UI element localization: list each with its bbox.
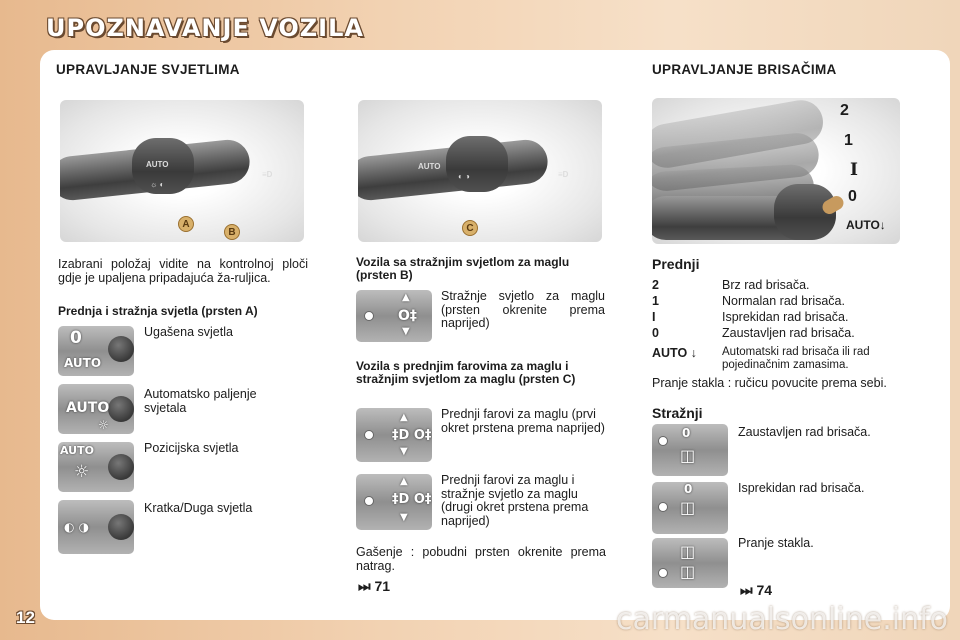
position-lights-glyph: ☼	[98, 418, 109, 432]
ring-mark-auto: AUTO	[418, 162, 441, 171]
stalk-tip	[446, 136, 508, 192]
watermark: carmanualsonline.info	[616, 602, 948, 637]
rear-wiper-off-thumb	[652, 424, 728, 476]
ring-b-item: Stražnje svjetlo za maglu (prsten okrenite prema naprijed)	[441, 289, 605, 330]
marker-dot	[364, 430, 374, 440]
ring-a-heading: Prednja i stražnja svjetla (prsten A)	[58, 304, 258, 318]
front-fog-thumb	[356, 408, 432, 462]
rear-wiper-wash-thumb	[652, 538, 728, 588]
lights-section-title: UPRAVLJANJE SVJETLIMA	[56, 62, 240, 77]
rear-item-0: Zaustavljen rad brisača.	[738, 425, 871, 439]
ring-knob	[108, 396, 134, 422]
page-number: 12	[16, 608, 35, 627]
rear-wiper-heading: Stražnji	[652, 405, 703, 421]
wiper-pos-0: 0	[848, 188, 857, 205]
rear-fog-thumb	[356, 290, 432, 342]
badge-c: C	[462, 220, 478, 236]
ring-mark-auto: AUTO	[146, 160, 169, 169]
rear-wiper-icon: ◫	[680, 498, 696, 517]
lights-beam-thumb	[58, 500, 134, 554]
next-page-icon: ⏭	[740, 582, 753, 598]
front-wiper-row-i	[652, 310, 912, 326]
ring-mark-fog: ◐ ◑	[458, 172, 470, 181]
rear-item-2: Pranje stakla.	[738, 536, 814, 550]
ring-arrow-up: ▲	[400, 412, 408, 423]
ring-a-item-0: Ugašena svjetla	[144, 325, 233, 339]
auto-position-glyph: AUTO	[60, 444, 94, 457]
front-text: Automatski rad brisača ili rad pojedinačnim zamasima.	[722, 346, 870, 371]
ring-knob	[108, 336, 134, 362]
lights-auto-thumb	[58, 384, 134, 434]
front-text: Isprekidan rad brisača.	[722, 310, 849, 324]
wiper-pos-1: 1	[844, 132, 853, 149]
beam-glyph: ◐ ◑	[64, 520, 90, 534]
front-wiper-heading: Prednji	[652, 256, 700, 272]
off-position-glyph: 0	[70, 328, 82, 348]
marker-dot	[364, 496, 374, 506]
wipers-section-title: UPRAVLJANJE BRISAČIMA	[652, 62, 837, 77]
lights-off-thumb	[58, 326, 134, 376]
wiper-pos-2: 2	[840, 102, 849, 119]
ring-arrow-up: ▲	[400, 476, 408, 487]
front-text: Zaustavljen rad brisača.	[722, 326, 855, 340]
ring-mark-lights: ☼ ◐	[150, 180, 165, 189]
ring-arrow-up: ▲	[402, 292, 410, 303]
arrow-down-icon: ↓	[879, 218, 886, 232]
page-title: UPOZNAVANJE VOZILA	[46, 14, 364, 42]
front-wiper-row-auto	[652, 346, 912, 376]
ring-b-heading: Vozila sa stražnjim svjetlom za maglu (prsten B)	[356, 255, 570, 282]
rear-wiper-icon: ◫	[680, 446, 696, 465]
auto-label: AUTO	[846, 218, 880, 232]
lights-stalk-photo-a-b	[60, 100, 304, 242]
washer-text: Pranje stakla : ručicu povucite prema sebi.	[652, 376, 887, 390]
lights-ref-number: 71	[374, 578, 391, 594]
front-rear-fog-thumb	[356, 474, 432, 530]
wiper-pos-auto	[846, 218, 886, 232]
ring-arrow-down: ▼	[400, 446, 408, 457]
front-fog-icon: ‡D O‡	[392, 428, 432, 443]
rear-item-1: Isprekidan rad brisača.	[738, 481, 865, 495]
rear-washer-icon: ◫	[680, 562, 696, 581]
wipers-page-ref[interactable]	[740, 582, 772, 599]
wiper-stalk-photo	[652, 98, 900, 244]
arrow-down-icon: ↓	[690, 346, 697, 360]
lights-page-ref[interactable]	[358, 578, 390, 595]
front-text: Normalan rad brisača.	[722, 294, 845, 308]
next-page-icon: ⏭	[358, 578, 371, 594]
front-key	[652, 346, 697, 360]
ring-c-heading: Vozila s prednjim farovima za maglu i stražnjim svjetlom za maglu (prsten C)	[356, 359, 576, 386]
badge-b: B	[224, 224, 240, 240]
position-lights-glyph: ☼	[74, 462, 90, 482]
lights-position-thumb	[58, 442, 134, 492]
rear-fog-icon: O‡	[398, 308, 417, 324]
lights-off-text: Gašenje : pobudni prsten okrenite prema natrag.	[356, 545, 606, 573]
ring-knob	[108, 454, 134, 480]
front-wiper-row-1	[652, 294, 912, 310]
badge-a: A	[178, 216, 194, 232]
ring-mark-flash: ≡D	[558, 170, 569, 179]
ring-c-item-1: Prednji farovi za maglu i stražnje svjetlo za maglu (drugi okret prstena prema naprijed)	[441, 473, 589, 528]
off-glyph: 0	[682, 426, 691, 440]
front-rear-fog-icon: ‡D O‡	[392, 492, 432, 507]
off-glyph: 0	[684, 482, 693, 496]
front-key: 2	[652, 278, 659, 292]
auto-position-glyph: AUTO	[66, 400, 110, 416]
front-text: Brz rad brisača.	[722, 278, 810, 292]
ring-a-item-2: Pozicijska svjetla	[144, 441, 239, 455]
front-key: I	[652, 310, 656, 324]
front-key: 1	[652, 294, 659, 308]
wipers-ref-number: 74	[756, 582, 773, 598]
ring-a-item-1: Automatsko paljenje svjetala	[144, 387, 257, 415]
ring-a-item-3: Kratka/Duga svjetla	[144, 501, 253, 515]
lights-intro: Izabrani položaj vidite na kontrolnoj ploči gdje je upaljena pripadajuća ža-ruljica.	[58, 257, 308, 285]
marker-dot	[658, 502, 668, 512]
ring-c-item-0: Prednji farovi za maglu (prvi okret prstena prema naprijed)	[441, 407, 605, 435]
ring-knob	[108, 514, 134, 540]
front-wiper-row-2	[652, 278, 912, 294]
auto-key-label: AUTO	[652, 346, 688, 360]
lights-stalk-photo-c	[358, 100, 602, 242]
front-key: 0	[652, 326, 659, 340]
marker-dot	[658, 568, 668, 578]
auto-position-glyph: AUTO	[64, 356, 102, 370]
rear-wiper-intermittent-thumb	[652, 482, 728, 534]
marker-dot	[658, 436, 668, 446]
rear-wiper-icon: ◫	[680, 542, 696, 561]
wiper-pos-i: I	[850, 160, 858, 180]
front-wiper-row-0	[652, 326, 912, 342]
marker-dot	[364, 311, 374, 321]
ring-mark-flash: ≡D	[262, 170, 273, 179]
ring-arrow-down: ▼	[400, 512, 408, 523]
ring-arrow-down: ▼	[402, 326, 410, 337]
